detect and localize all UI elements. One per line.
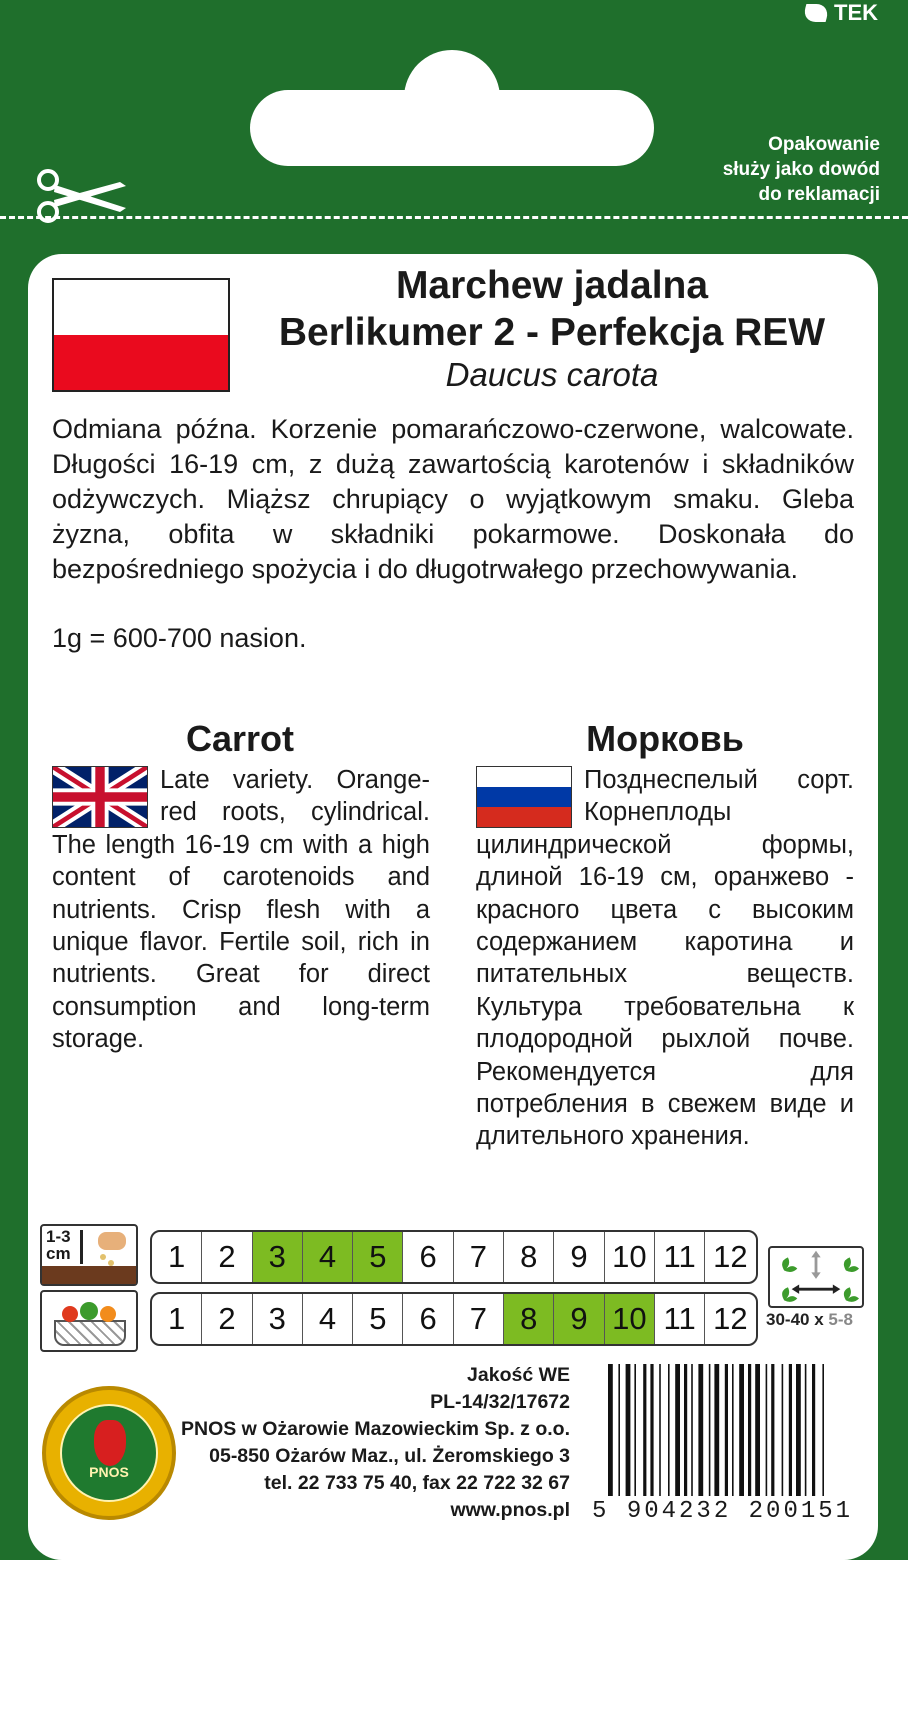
barcode-bar bbox=[675, 1364, 680, 1496]
english-description: Late variety. Orange-red roots, cylindrical. The length 16-19 cm with a high content of carotenoids and nutrients. Crisp flesh with a unique flavor. Fertile soil, rich in nutrients. Great for direct consumption and long-term storage. bbox=[52, 766, 430, 1054]
barcode-bar bbox=[691, 1364, 693, 1496]
barcode-bar bbox=[650, 1364, 653, 1496]
barcode-bar bbox=[684, 1364, 687, 1496]
harvest-month: 5 bbox=[353, 1294, 403, 1344]
barcode-number bbox=[592, 1498, 872, 1525]
sowing-month: 3 bbox=[253, 1232, 303, 1282]
title-line-2: Berlikumer 2 - Perfekcja REW bbox=[278, 311, 826, 354]
harvest-month: 7 bbox=[454, 1294, 504, 1344]
cut-line bbox=[0, 216, 908, 219]
company-website: www.pnos.pl bbox=[450, 1499, 570, 1521]
barcode-bar bbox=[732, 1364, 734, 1496]
barcode-bar bbox=[755, 1364, 760, 1496]
sowing-month: 7 bbox=[454, 1232, 504, 1282]
barcode-bar bbox=[668, 1364, 670, 1496]
barcode-bar bbox=[608, 1364, 613, 1496]
hang-hole bbox=[250, 90, 654, 166]
harvest-month: 12 bbox=[713, 1301, 748, 1336]
sowing-month: 1 bbox=[152, 1232, 202, 1282]
harvest-month: 10 bbox=[605, 1294, 655, 1344]
russian-description: Позднеспелый сорт. Корнеплоды цилиндрической формы, длиной 16-19 см, оранжево - красного цвета с высоким содержанием каротина и питательных веществ. Культура требовательна к плодородной рыхлой почве. Рекомендуется для потребления в свежем виде и длительного хранения. bbox=[476, 766, 854, 1151]
barcode-bar bbox=[766, 1364, 768, 1496]
seed-count-polish: 1g = 600-700 nasion. bbox=[52, 623, 307, 653]
harvest-month: 2 bbox=[202, 1294, 252, 1344]
company-phone: tel. 22 733 75 40, fax 22 722 32 67 bbox=[264, 1472, 570, 1494]
harvest-month: 11 bbox=[655, 1294, 705, 1344]
spacing-label bbox=[766, 1310, 853, 1330]
complaint-line-3: do reklamacji bbox=[758, 184, 880, 205]
uk-flag bbox=[52, 766, 148, 828]
seal-logo-text: PNOS bbox=[89, 1464, 129, 1480]
polish-flag bbox=[52, 278, 230, 392]
barcode bbox=[608, 1364, 862, 1496]
barcode-bar bbox=[739, 1364, 744, 1496]
russian-flag bbox=[476, 766, 572, 828]
harvest-calendar bbox=[150, 1292, 758, 1346]
harvest-month: 9 bbox=[554, 1294, 604, 1344]
barcode-bar bbox=[822, 1364, 824, 1496]
sowing-calendar bbox=[150, 1230, 758, 1284]
barcode-bar bbox=[709, 1364, 711, 1496]
harvest-month: 4 bbox=[303, 1294, 353, 1344]
plant-spacing-icon bbox=[768, 1246, 864, 1308]
company-name: PNOS w Ożarowie Mazowieckim Sp. z o.o. bbox=[180, 1418, 570, 1440]
barcode-digits-left: 904232 bbox=[626, 1498, 732, 1525]
company-address: 05-850 Ożarów Maz., ul. Żeromskiego 3 bbox=[209, 1445, 570, 1467]
russian-heading: Морковь bbox=[586, 718, 744, 759]
product-title bbox=[232, 262, 872, 356]
company-info bbox=[180, 1362, 570, 1524]
barcode-bar bbox=[698, 1364, 703, 1496]
harvest-month: 8 bbox=[504, 1294, 554, 1344]
sowing-depth-unit: cm bbox=[46, 1244, 71, 1263]
scissors-icon bbox=[34, 168, 130, 228]
barcode-bar bbox=[805, 1364, 807, 1496]
barcode-bar bbox=[725, 1364, 728, 1496]
description-polish: Odmiana późna. Korzenie pomarańczowo-czerwone, walcowate. Długości 16-19 cm, z dużą zawartością karotenów i składników odżywczych. Miąższ chrupiący o wyjątkowym smaku. Gleba żyzna, obfita w składniki pokarmowe. Doskonała do bezpośredniego spożycia i do długotrwałego przechowywania. bbox=[52, 414, 854, 584]
brand-name: TEK bbox=[834, 0, 878, 25]
brand-logo bbox=[804, 0, 878, 26]
sowing-month: 4 bbox=[303, 1232, 353, 1282]
english-heading: Carrot bbox=[185, 718, 295, 759]
pnos-seal-logo bbox=[42, 1386, 176, 1520]
barcode-bar bbox=[748, 1364, 751, 1496]
barcode-bar bbox=[771, 1364, 774, 1496]
latin-name: Daucus carota bbox=[445, 356, 659, 393]
barcode-bar bbox=[782, 1364, 784, 1496]
complaint-note bbox=[723, 132, 880, 207]
harvest-month: 3 bbox=[253, 1294, 303, 1344]
quality-mark: Jakość WE bbox=[467, 1364, 570, 1386]
sowing-month: 6 bbox=[403, 1232, 453, 1282]
sowing-month: 11 bbox=[655, 1232, 705, 1282]
barcode-bar bbox=[626, 1364, 631, 1496]
barcode-digits-right: 200151 bbox=[748, 1498, 854, 1525]
barcode-digit-first: 5 bbox=[592, 1498, 610, 1525]
sowing-month: 9 bbox=[554, 1232, 604, 1282]
sowing-month: 2 bbox=[202, 1232, 252, 1282]
sowing-depth-label: 1-3 bbox=[46, 1227, 71, 1246]
registration-code: PL-14/32/17672 bbox=[430, 1391, 570, 1413]
sowing-month: 8 bbox=[504, 1232, 554, 1282]
sowing-month: 12 bbox=[713, 1239, 748, 1274]
hand-seeds-icon bbox=[98, 1232, 126, 1250]
sowing-month: 10 bbox=[605, 1232, 655, 1282]
sowing-icon bbox=[40, 1224, 138, 1286]
harvest-month: 6 bbox=[403, 1294, 453, 1344]
row-spacing: 30-40 bbox=[766, 1310, 810, 1329]
title-line-1: Marchew jadalna bbox=[395, 264, 709, 307]
sowing-month: 5 bbox=[353, 1232, 403, 1282]
seal-pepper-icon bbox=[94, 1420, 126, 1466]
complaint-line-1: Opakowanie bbox=[768, 134, 880, 155]
barcode-bar bbox=[812, 1364, 815, 1496]
barcode-bar bbox=[796, 1364, 801, 1496]
plant-spacing: 5-8 bbox=[828, 1310, 853, 1329]
complaint-line-2: służy jako dowód bbox=[722, 159, 880, 180]
harvest-month: 1 bbox=[152, 1294, 202, 1344]
harvest-basket-icon bbox=[40, 1290, 138, 1352]
barcode-bar bbox=[643, 1364, 646, 1496]
barcode-bar bbox=[789, 1364, 792, 1496]
barcode-bar bbox=[659, 1364, 661, 1496]
leaf-icon bbox=[802, 4, 831, 22]
barcode-bar bbox=[634, 1364, 636, 1496]
barcode-bar bbox=[714, 1364, 719, 1496]
barcode-bar bbox=[618, 1364, 620, 1496]
spacing-x: x bbox=[814, 1310, 824, 1329]
